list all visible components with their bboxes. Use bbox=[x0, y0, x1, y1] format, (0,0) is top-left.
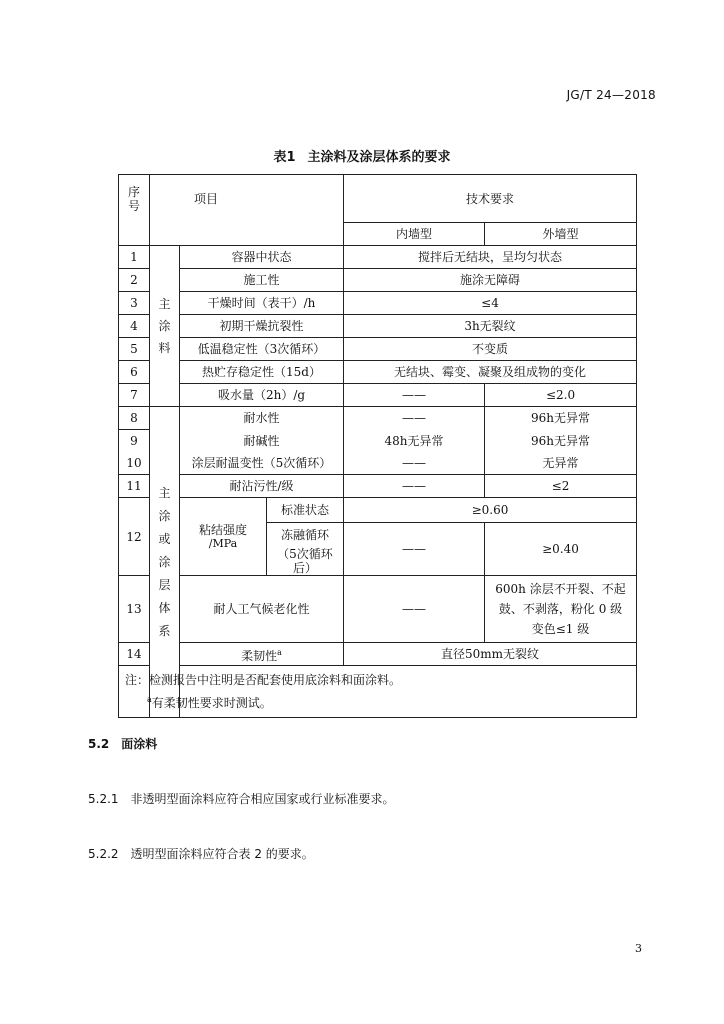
table-caption bbox=[0, 146, 724, 165]
group-label-main-coating: 主 涂 料 bbox=[150, 246, 180, 407]
table-row: 3 干燥时间（表干）/h ≤4 bbox=[119, 292, 637, 315]
table-note: 注：检测报告中注明是否配套使用底涂料和面涂料。 $^a$有柔韧性要求时测试。 bbox=[119, 666, 637, 718]
header-exterior: 外墙型 bbox=[485, 223, 637, 246]
header-tech-req: 技术要求 bbox=[344, 175, 637, 223]
table-header-row bbox=[119, 175, 637, 223]
section-5-2: 5.2 面涂料 bbox=[88, 737, 158, 751]
table-row: （5次循环后） bbox=[119, 547, 637, 576]
table-row: 8 主 涂 或 涂 层 体 系 耐水性 —— 96h无异常 bbox=[119, 407, 637, 430]
table-row: 5 低温稳定性（3次循环） 不变质 bbox=[119, 338, 637, 361]
bond-strength-label: 粘结强度 /MPa bbox=[180, 498, 267, 576]
table-row: 1 主 涂 料 容器中状态 搅拌后无结块，呈均匀状态 bbox=[119, 246, 637, 269]
table-number: 表1 bbox=[273, 150, 296, 165]
table-row: 11 耐沾污性/级 —— ≤2 bbox=[119, 475, 637, 498]
header-seq: 序 号 bbox=[119, 175, 150, 223]
standard-number: JG/T 24—2018 bbox=[566, 88, 656, 102]
table-row: 7 吸水量（2h）/g —— ≤2.0 bbox=[119, 384, 637, 407]
table-row: 2 施工性 施涂无障碍 bbox=[119, 269, 637, 292]
weathering-requirement: 600h 涂层不开裂、不起 鼓、不剥落，粉化 0 级 变色≤1 级 bbox=[485, 576, 637, 643]
section-5-2-2: 5.2.2 透明型面涂料应符合表 2 的要求。 bbox=[88, 847, 314, 861]
table-row: 9 耐碱性 48h无异常 96h无异常 bbox=[119, 430, 637, 453]
table-row: 14 柔韧性$^a$ 直径50mm无裂纹 bbox=[119, 643, 637, 666]
page-number: 3 bbox=[635, 942, 642, 955]
header-item: 项目 bbox=[150, 175, 344, 223]
table-title: 主涂料及涂层体系的要求 bbox=[307, 150, 451, 165]
group-label-coating-system: 主 涂 或 涂 层 体 系 bbox=[150, 407, 180, 718]
section-5-2-1: 5.2.1 非透明型面涂料应符合相应国家或行业标准要求。 bbox=[88, 792, 395, 806]
table-row: 6 热贮存稳定性（15d） 无结块、霉变、凝聚及组成物的变化 bbox=[119, 361, 637, 384]
table-subheader-row bbox=[119, 223, 637, 246]
table-row: 4 初期干燥抗裂性 3h无裂纹 bbox=[119, 315, 637, 338]
table-row: 13 耐人工气候老化性 —— 600h 涂层不开裂、不起 鼓、不剥落，粉化 0 级 变色≤1 级 bbox=[119, 576, 637, 643]
table-row: 冻融循环 —— ≥0.40 bbox=[119, 523, 637, 548]
table-row: 12 粘结强度 /MPa 标准状态 ≥0.60 bbox=[119, 498, 637, 523]
table-note-row bbox=[119, 666, 637, 718]
header-interior: 内墙型 bbox=[344, 223, 485, 246]
table-row: 10 涂层耐温变性（5次循环） —— 无异常 bbox=[119, 452, 637, 475]
requirements-table bbox=[118, 174, 637, 718]
